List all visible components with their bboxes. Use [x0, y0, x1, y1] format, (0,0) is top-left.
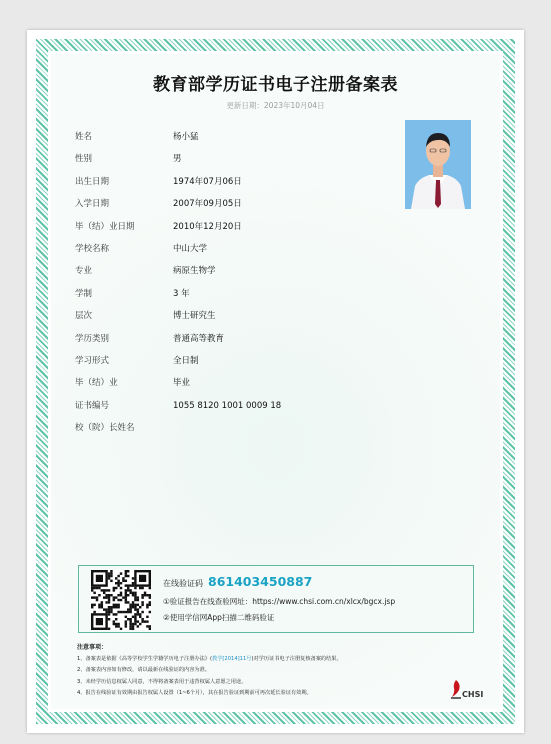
field-value: 2010年12月20日 — [173, 221, 242, 232]
field-value: 2007年09月05日 — [173, 199, 242, 210]
field-label: 校（院）长姓名 — [75, 423, 135, 434]
note-item: 2、备案表内容如有修改，请以最新在线验证的内容为准。 — [77, 667, 210, 674]
verification-code-label: 在线验证码 — [163, 579, 203, 588]
field-value: 中山大学 — [173, 243, 208, 254]
info-fields — [75, 126, 395, 439]
field-label: 性别 — [75, 154, 93, 165]
field-label: 姓名 — [75, 132, 93, 142]
field-row — [75, 126, 395, 148]
field-label: 层次 — [75, 311, 93, 322]
field-row — [75, 328, 395, 350]
field-value: 全日制 — [173, 355, 199, 366]
note-item — [77, 655, 437, 662]
field-value: 毕业 — [173, 378, 191, 389]
verification-app-text: ②使用学信网App扫描二维码验证 — [163, 613, 275, 622]
field-row — [75, 216, 395, 238]
field-row — [75, 372, 395, 394]
verification-panel — [78, 565, 474, 633]
certificate-page — [27, 30, 524, 733]
field-value: 病原生物学 — [173, 266, 216, 277]
field-row — [75, 395, 395, 417]
field-row — [75, 283, 395, 305]
field-value: 3 年 — [173, 288, 190, 299]
document-title: 教育部学历证书电子注册备案表 — [153, 75, 398, 95]
note-text: )对学历证书电子注册复核备案的结果。 — [251, 656, 342, 662]
field-label: 专业 — [75, 266, 93, 277]
field-row — [75, 171, 395, 193]
certificate-body — [51, 54, 500, 709]
note-item: 4、报告在线验证有效期由报告权属人设置（1~6个月），其在报告验证到期前可再次延长验证有效期。 — [77, 689, 312, 696]
field-value: 普通高等教育 — [173, 333, 225, 344]
field-row — [75, 305, 395, 327]
field-value: 1055 8120 1001 0009 18 — [173, 400, 282, 411]
note-text: 1、备案表是依据《高等学校学生学籍学历电子注册办法》( — [77, 656, 213, 662]
notes-title: 注意事项： — [77, 644, 108, 651]
field-row — [75, 350, 395, 372]
field-value: 杨小猛 — [173, 132, 199, 142]
verification-code: 861403450887 — [208, 574, 313, 589]
verification-url-text: ①验证报告在线查验网址：https://www.chsi.com.cn/xlcx/bgcx.jsp — [163, 597, 396, 606]
field-row — [75, 417, 395, 439]
notes-section — [77, 642, 437, 700]
field-row — [75, 260, 395, 282]
field-value: 男 — [173, 154, 182, 165]
field-row — [75, 148, 395, 170]
field-value: 1974年07月06日 — [173, 176, 242, 187]
field-row — [75, 238, 395, 260]
field-label: 学习形式 — [75, 355, 110, 366]
field-label: 证书编号 — [75, 400, 110, 411]
field-value: 博士研究生 — [173, 311, 216, 322]
portrait-photo — [405, 120, 471, 209]
chsi-logo-text: CHSI — [462, 690, 484, 699]
field-label: 学制 — [75, 288, 93, 299]
field-label: 出生日期 — [75, 176, 110, 187]
field-row — [75, 193, 395, 215]
update-date: 更新日期：2023年10月04日 — [226, 101, 325, 110]
field-label: 毕（结）业日期 — [75, 221, 135, 232]
note-item: 3、未经学历信息权属人同意，不得将备案表用于违背权属人意愿之用途。 — [77, 678, 247, 685]
field-label: 毕（结）业 — [75, 378, 118, 389]
field-label: 学校名称 — [75, 243, 110, 254]
regulation-link[interactable]: 教学[2014]11号 — [212, 656, 252, 662]
qr-code-icon[interactable] — [91, 570, 151, 630]
field-label: 学历类别 — [75, 333, 110, 344]
field-label: 入学日期 — [75, 199, 110, 210]
chsi-logo — [448, 679, 488, 701]
